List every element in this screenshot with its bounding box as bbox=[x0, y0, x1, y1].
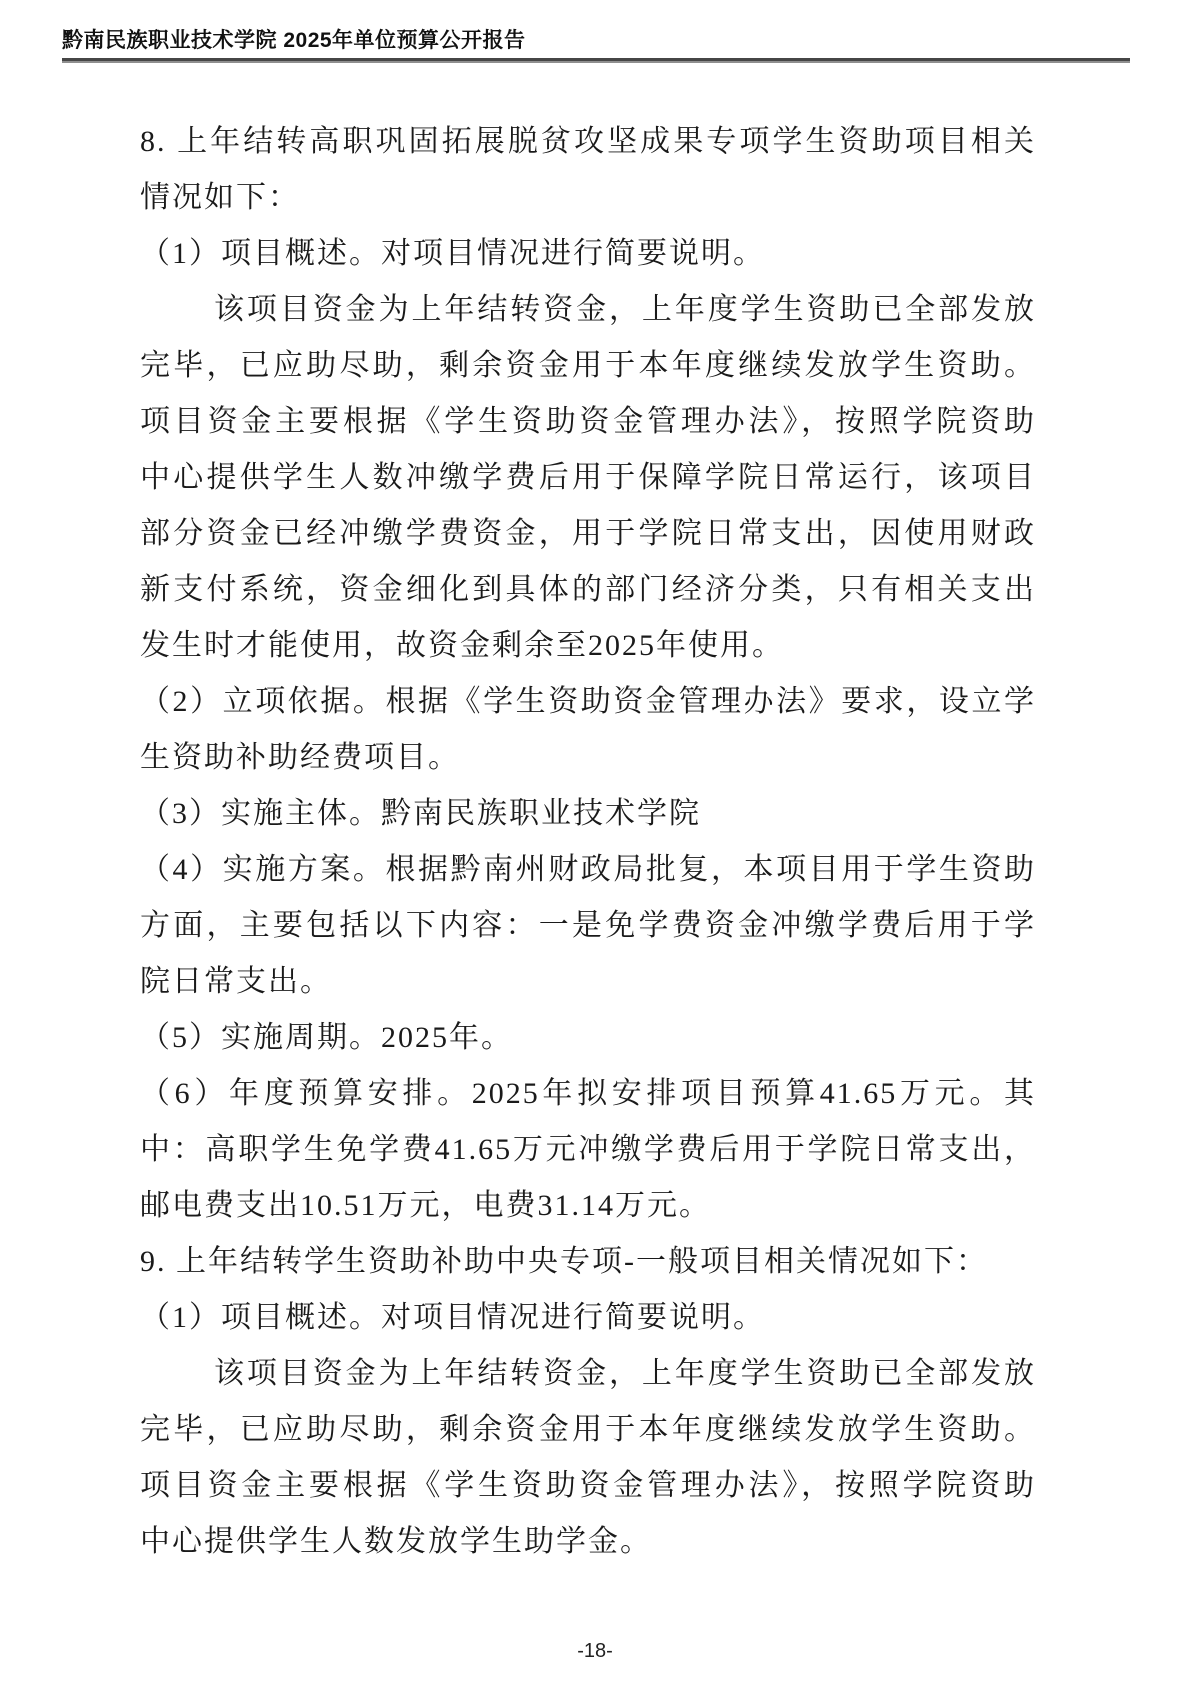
body-line: 中心提供学生人数发放学生助学金。 bbox=[140, 1525, 652, 1558]
body-line: 方面，主要包括以下内容：一是免学费资金冲缴学费后用于学 bbox=[140, 909, 1036, 942]
header-rule bbox=[62, 58, 1130, 63]
page-number: -18- bbox=[577, 1640, 613, 1662]
body-line: （2）立项依据。根据《学生资助资金管理办法》要求，设立学 bbox=[140, 685, 1036, 718]
body-line: 项目资金主要根据《学生资助资金管理办法》，按照学院资助 bbox=[140, 1469, 1036, 1502]
body-line: （6）年度预算安排。2025年拟安排项目预算41.65万元。其 bbox=[140, 1077, 1036, 1110]
page-header bbox=[62, 28, 1130, 63]
body-line: 中心提供学生人数冲缴学费后用于保障学院日常运行，该项目 bbox=[140, 461, 1036, 494]
page-footer bbox=[0, 1640, 1190, 1663]
header-title: 黔南民族职业技术学院 2025年单位预算公开报告 bbox=[62, 29, 526, 52]
body-line: 部分资金已经冲缴学费资金，用于学院日常支出，因使用财政 bbox=[140, 517, 1036, 550]
body-line: 发生时才能使用，故资金剩余至2025年使用。 bbox=[140, 629, 784, 662]
body-line: 8. 上年结转高职巩固拓展脱贫攻坚成果专项学生资助项目相关 bbox=[140, 125, 1036, 158]
body-line: （1）项目概述。对项目情况进行简要说明。 bbox=[140, 1301, 765, 1334]
body-line: （4）实施方案。根据黔南州财政局批复，本项目用于学生资助 bbox=[140, 853, 1036, 886]
body-line: 院日常支出。 bbox=[140, 965, 332, 998]
body-line: 中：高职学生免学费41.65万元冲缴学费后用于学院日常支出， bbox=[140, 1133, 1036, 1166]
body-line: 生资助补助经费项目。 bbox=[140, 741, 460, 774]
body-line: 邮电费支出10.51万元，电费31.14万元。 bbox=[140, 1189, 711, 1222]
body-line: 完毕，已应助尽助，剩余资金用于本年度继续发放学生资助。 bbox=[140, 1413, 1036, 1446]
body-line: （1）项目概述。对项目情况进行简要说明。 bbox=[140, 237, 765, 270]
body-line: 该项目资金为上年结转资金，上年度学生资助已全部发放 bbox=[214, 1357, 1036, 1390]
body-line: 完毕，已应助尽助，剩余资金用于本年度继续发放学生资助。 bbox=[140, 349, 1036, 382]
body-line: （5）实施周期。2025年。 bbox=[140, 1021, 513, 1054]
body-line: 新支付系统，资金细化到具体的部门经济分类，只有相关支出 bbox=[140, 573, 1036, 606]
body-line: 9. 上年结转学生资助补助中央专项-一般项目相关情况如下： bbox=[140, 1245, 988, 1278]
body-line: （3）实施主体。黔南民族职业技术学院 bbox=[140, 797, 701, 830]
body-line: 该项目资金为上年结转资金，上年度学生资助已全部发放 bbox=[214, 293, 1036, 326]
body-line: 情况如下： bbox=[140, 181, 300, 214]
body-line: 项目资金主要根据《学生资助资金管理办法》，按照学院资助 bbox=[140, 405, 1036, 438]
document-body bbox=[140, 114, 1036, 1570]
